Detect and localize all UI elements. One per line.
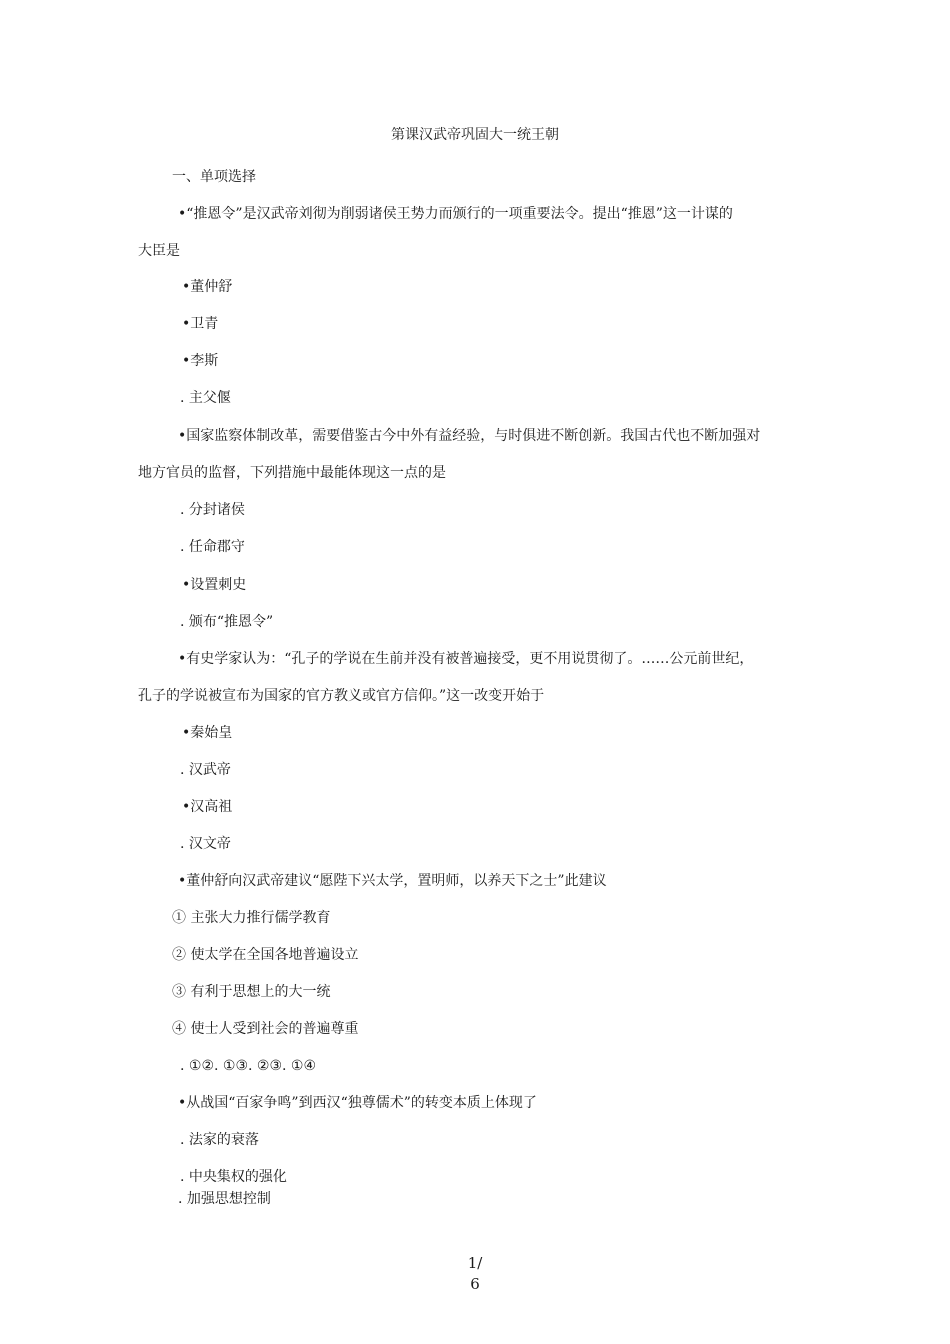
question-3-option-c: •汉高祖 — [182, 799, 233, 815]
question-4-item-2: ② 使太学在全国各地普遍设立 — [172, 947, 359, 963]
question-2-stem: •国家监察体制改革，需要借鉴古今中外有益经验，与时俱进不断创新。我国古代也不断加强对 — [178, 428, 761, 444]
question-3-stem: •有史学家认为：“孔子的学说在生前并没有被普遍接受，更不用说贯彻了。……公元前世纪， — [178, 651, 754, 667]
question-5-stem: •从战国“百家争鸣”到西汉“独尊儒术”的转变本质上体现了 — [178, 1095, 537, 1111]
question-3-option-a: •秦始皇 — [182, 725, 233, 741]
question-2-option-c: •设置刺史 — [182, 577, 247, 593]
question-3-stem-cont: 孔子的学说被宣布为国家的官方教义或官方信仰。”这一改变开始于 — [138, 688, 545, 704]
question-2-stem-cont: 地方官员的监督，下列措施中最能体现这一点的是 — [138, 465, 446, 481]
page-number-top: 1/ — [467, 1254, 483, 1272]
question-3-option-d: . 汉文帝 — [180, 836, 231, 852]
question-1-stem-cont: 大臣是 — [138, 243, 180, 259]
question-2-option-b: . 任命郡守 — [180, 539, 245, 555]
question-1-option-a: •董仲舒 — [182, 279, 233, 295]
question-1-option-b: •卫青 — [182, 316, 219, 332]
question-1-option-c: •李斯 — [182, 353, 219, 369]
question-4-item-3: ③ 有利于思想上的大一统 — [172, 984, 331, 1000]
section-heading: 一、单项选择 — [172, 169, 256, 185]
question-4-answers: . ①②. ①③. ②③. ①④ — [180, 1058, 317, 1074]
question-3-option-b: . 汉武帝 — [180, 762, 231, 778]
page-number-bottom: 6 — [470, 1275, 480, 1293]
question-5-option-a: . 法家的衰落 — [180, 1132, 259, 1148]
question-2-option-d: . 颁布“推恩令” — [180, 614, 274, 630]
question-5-option-b: . 中央集权的强化 — [180, 1169, 287, 1185]
question-1-stem: •“推恩令”是汉武帝刘彻为削弱诸侯王势力而颁行的一项重要法令。提出“推恩”这一计谋的 — [178, 206, 733, 222]
question-4-stem: •董仲舒向汉武帝建议“愿陛下兴太学，置明师，以养天下之士”此建议 — [178, 873, 607, 889]
question-1-option-d: . 主父偃 — [180, 390, 231, 406]
question-2-option-a: . 分封诸侯 — [180, 502, 245, 518]
question-5-option-c: . 加强思想控制 — [178, 1191, 271, 1207]
question-4-item-1: ① 主张大力推行儒学教育 — [172, 910, 331, 926]
question-4-item-4: ④ 使士人受到社会的普遍尊重 — [172, 1021, 359, 1037]
document-title: 第课汉武帝巩固大一统王朝 — [391, 127, 559, 143]
